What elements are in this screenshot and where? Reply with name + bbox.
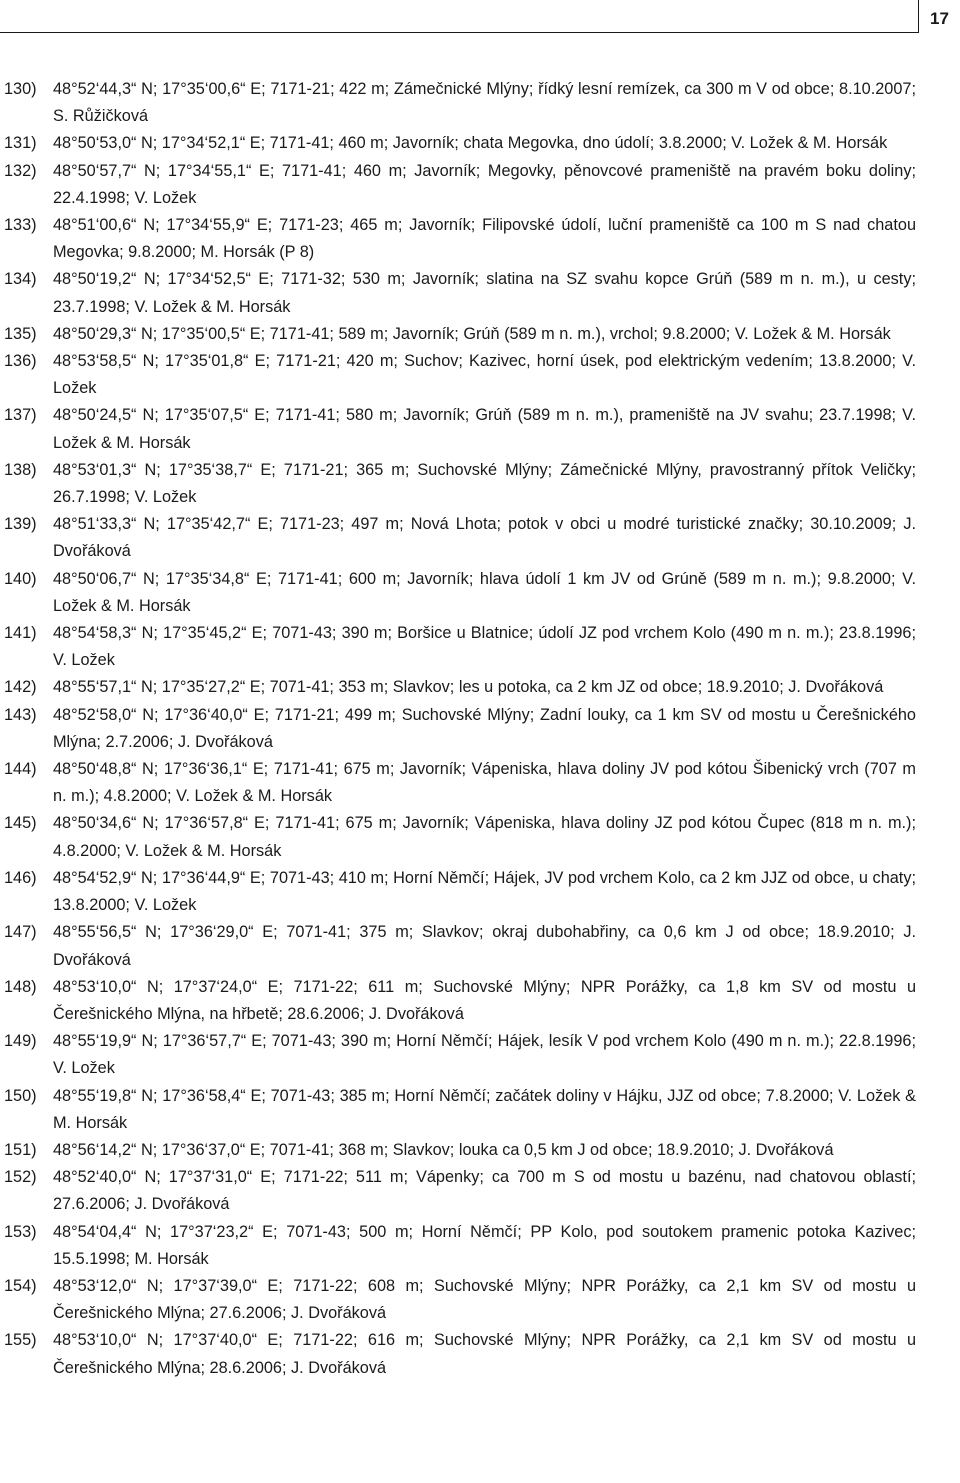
list-item [0, 1137, 916, 1164]
record-number: 147) [4, 923, 37, 942]
list-item [0, 321, 916, 348]
record-text: 48°53‘10,0“ N; 17°37‘40,0“ E; 7171-22; 616 m; Suchovské Mlýny; NPR Porážky, ca 2,1 km SV od mostu u Čerešnického Mlýna; 28.6.2006; J. Dvořáková [53, 1331, 916, 1377]
record-text: 48°50‘19,2“ N; 17°34‘52,5“ E; 7171-32; 530 m; Javorník; slatina na SZ svahu kopce Grúň (589 m n. m.), u cesty; 23.7.1998; V. Ložek & M. Horsák [53, 270, 916, 316]
record-number: 137) [4, 406, 37, 425]
list-item [0, 266, 916, 320]
record-number: 135) [4, 324, 37, 343]
record-number: 150) [4, 1086, 37, 1105]
record-number: 145) [4, 814, 37, 833]
record-text: 48°55‘56,5“ N; 17°36‘29,0“ E; 7071-41; 375 m; Slavkov; okraj dubohabřiny, ca 0,6 km J od obce; 18.9.2010; J. Dvořáková [53, 923, 916, 969]
record-text: 48°52‘58,0“ N; 17°36‘40,0“ E; 7171-21; 499 m; Suchovské Mlýny; Zadní louky, ca 1 km SV od mostu u Čerešnického Mlýna; 2.7.2006; J. Dvořáková [53, 705, 916, 751]
record-number: 140) [4, 569, 37, 588]
list-item [0, 1164, 916, 1218]
list-item [0, 158, 916, 212]
record-text: 48°50‘24,5“ N; 17°35‘07,5“ E; 7171-41; 580 m; Javorník; Grúň (589 m n. m.), prameniště na JV svahu; 23.7.1998; V. Ložek & M. Horsák [53, 406, 916, 452]
record-number: 149) [4, 1032, 37, 1051]
list-item [0, 402, 916, 456]
record-text: 48°50‘53,0“ N; 17°34‘52,1“ E; 7171-41; 460 m; Javorník; chata Megovka, dno údolí; 3.8.2000; V. Ložek & M. Horsák [53, 134, 888, 153]
page-number: 17 [918, 0, 960, 33]
list-item [0, 810, 916, 864]
record-text: 48°55‘19,9“ N; 17°36‘57,7“ E; 7071-43; 390 m; Horní Němčí; Hájek, lesík V pod vrchem Kolo (490 m n. m.); 22.8.1996; V. Ložek [53, 1032, 916, 1078]
record-number: 139) [4, 515, 37, 534]
record-text: 48°55‘19,8“ N; 17°36‘58,4“ E; 7071-43; 385 m; Horní Němčí; začátek doliny v Hájku, JJZ od obce; 7.8.2000; V. Ložek & M. Horsák [53, 1086, 916, 1132]
record-number: 152) [4, 1168, 37, 1187]
list-item [0, 674, 916, 701]
list-item [0, 756, 916, 810]
page-header [0, 0, 960, 34]
header-rule [0, 32, 918, 33]
record-number: 151) [4, 1140, 37, 1159]
record-text: 48°51‘00,6“ N; 17°34‘55,9“ E; 7171-23; 465 m; Javorník; Filipovské údolí, luční prameniště ca 100 m S nad chatou Megovka; 9.8.2000; M. Horsák (P 8) [53, 216, 916, 262]
record-number: 138) [4, 460, 37, 479]
list-item [0, 1083, 916, 1137]
record-text: 48°55‘57,1“ N; 17°35‘27,2“ E; 7071-41; 353 m; Slavkov; les u potoka, ca 2 km JZ od obce; 18.9.2010; J. Dvořáková [53, 678, 884, 697]
list-item [0, 620, 916, 674]
record-text: 48°53‘10,0“ N; 17°37‘24,0“ E; 7171-22; 611 m; Suchovské Mlýny; NPR Porážky, ca 1,8 km SV od mostu u Čerešnického Mlýna, na hřbetě; 28.6.2006; J. Dvořáková [53, 977, 916, 1023]
record-text: 48°54‘52,9“ N; 17°36‘44,9“ E; 7071-43; 410 m; Horní Němčí; Hájek, JV pod vrchem Kolo, ca 2 km JJZ od obce, u chaty; 13.8.2000; V. Ložek [53, 868, 916, 915]
list-item [0, 974, 916, 1028]
record-text: 48°51‘33,3“ N; 17°35‘42,7“ E; 7171-23; 497 m; Nová Lhota; potok v obci u modré turistické značky; 30.10.2009; J. Dvořáková [53, 515, 916, 561]
record-text: 48°52‘40,0“ N; 17°37‘31,0“ E; 7171-22; 511 m; Vápenky; ca 700 m S od mostu u bazénu, nad chatovou oblastí; 27.6.2006; J. Dvořáková [53, 1168, 916, 1214]
record-text: 48°53‘12,0“ N; 17°37‘39,0“ E; 7171-22; 608 m; Suchovské Mlýny; NPR Porážky, ca 2,1 km SV od mostu u Čerešnického Mlýna; 27.6.2006; J. Dvořáková [53, 1276, 916, 1323]
list-item [0, 76, 916, 130]
record-number: 131) [4, 134, 37, 153]
list-item [0, 348, 916, 402]
list-item [0, 511, 916, 565]
list-item [0, 865, 916, 919]
list-item [0, 919, 916, 973]
list-item [0, 1273, 916, 1327]
list-item [0, 566, 916, 620]
locality-list [0, 76, 960, 1382]
record-number: 132) [4, 161, 37, 180]
record-text: 48°53‘01,3“ N; 17°35‘38,7“ E; 7171-21; 365 m; Suchovské Mlýny; Zámečnické Mlýny, pravostranný přítok Veličky; 26.7.1998; V. Ložek [53, 460, 916, 507]
list-item [0, 702, 916, 756]
record-number: 144) [4, 760, 37, 779]
record-number: 143) [4, 705, 37, 724]
record-text: 48°50‘29,3“ N; 17°35‘00,5“ E; 7171-41; 589 m; Javorník; Grúň (589 m n. m.), vrchol; 9.8.2000; V. Ložek & M. Horsák [53, 324, 891, 343]
record-number: 148) [4, 977, 37, 996]
record-text: 48°54‘58,3“ N; 17°35‘45,2“ E; 7071-43; 390 m; Boršice u Blatnice; údolí JZ pod vrchem Kolo (490 m n. m.); 23.8.1996; V. Ložek [53, 624, 916, 670]
record-number: 133) [4, 216, 37, 235]
record-number: 155) [4, 1331, 37, 1350]
list-item [0, 130, 916, 157]
record-number: 136) [4, 352, 37, 371]
list-item [0, 1028, 916, 1082]
record-text: 48°53‘58,5“ N; 17°35‘01,8“ E; 7171-21; 420 m; Suchov; Kazivec, horní úsek, pod elektrickým vedením; 13.8.2000; V. Ložek [53, 352, 916, 398]
record-text: 48°50‘57,7“ N; 17°34‘55,1“ E; 7171-41; 460 m; Javorník; Megovky, pěnovcové prameniště na pravém boku doliny; 22.4.1998; V. Ložek [53, 161, 916, 207]
record-text: 48°50‘06,7“ N; 17°35‘34,8“ E; 7171-41; 600 m; Javorník; hlava údolí 1 km JV od Grúně (589 m n. m.); 9.8.2000; V. Ložek & M. Horsák [53, 569, 916, 615]
record-number: 130) [4, 80, 37, 98]
record-number: 154) [4, 1276, 37, 1295]
list-item [0, 1327, 916, 1381]
record-number: 141) [4, 624, 37, 643]
record-number: 142) [4, 678, 37, 697]
record-text: 48°50‘48,8“ N; 17°36‘36,1“ E; 7171-41; 675 m; Javorník; Vápeniska, hlava doliny JV pod kótou Šibenický vrch (707 m n. m.); 4.8.2000; V. Ložek & M. Horsák [53, 760, 916, 806]
list-item [0, 212, 916, 266]
record-number: 134) [4, 270, 37, 289]
record-text: 48°56‘14,2“ N; 17°36‘37,0“ E; 7071-41; 368 m; Slavkov; louka ca 0,5 km J od obce; 18.9.2010; J. Dvořáková [53, 1140, 834, 1159]
list-item [0, 457, 916, 511]
record-text: 48°52‘44,3“ N; 17°35‘00,6“ E; 7171-21; 422 m; Zámečnické Mlýny; řídký lesní remízek, ca 300 m V od obce; 8.10.2007; S. Růžičková [53, 80, 916, 126]
record-number: 153) [4, 1222, 37, 1241]
record-number: 146) [4, 868, 37, 887]
record-text: 48°50‘34,6“ N; 17°36‘57,8“ E; 7171-41; 675 m; Javorník; Vápeniska, hlava doliny JZ pod kótou Čupec (818 m n. m.); 4.8.2000; V. Ložek & M. Horsák [53, 814, 916, 860]
list-item [0, 1219, 916, 1273]
record-text: 48°54‘04,4“ N; 17°37‘23,2“ E; 7071-43; 500 m; Horní Němčí; PP Kolo, pod soutokem pramenic potoka Kazivec; 15.5.1998; M. Horsák [53, 1222, 916, 1268]
